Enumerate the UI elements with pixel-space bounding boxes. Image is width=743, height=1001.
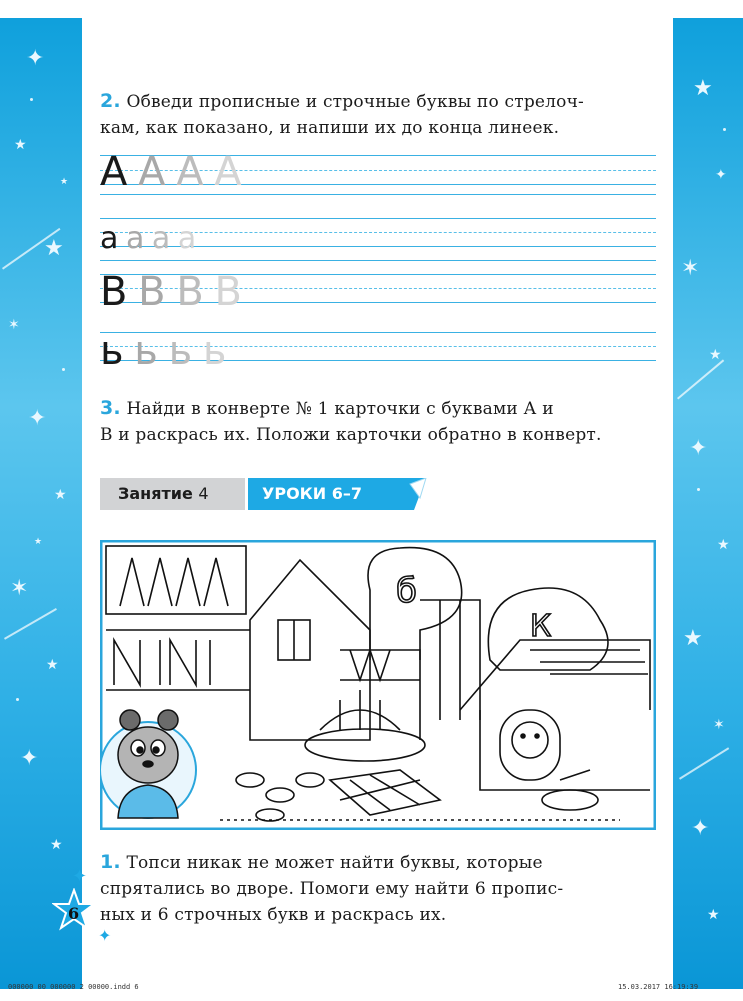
- sparkle-dot: [697, 488, 700, 491]
- task-3-text: [100, 395, 660, 448]
- star-icon: ✶: [10, 576, 29, 601]
- shooting-star-trail: [679, 747, 729, 779]
- page-number: 6: [68, 904, 80, 923]
- guide-letter: ь: [100, 328, 124, 374]
- task-2-text: [100, 88, 660, 141]
- star-icon: ★: [54, 487, 67, 503]
- task-text-line: Обведи прописные и строчные буквы по стрелоч-: [126, 92, 584, 112]
- trace-letter: В: [138, 269, 166, 315]
- shooting-star-trail: [4, 608, 57, 640]
- trace-letter: А: [176, 149, 204, 195]
- letter-row-a: [100, 221, 197, 256]
- ruled-line: [100, 260, 656, 261]
- trace-letter: а: [151, 221, 171, 256]
- star-icon: ✦: [98, 926, 112, 945]
- trace-letter: В: [214, 269, 242, 315]
- trace-letter: а: [125, 221, 145, 256]
- task-number: 1.: [100, 851, 121, 873]
- session-label: [100, 478, 245, 510]
- yard-illustration: [100, 540, 656, 830]
- star-icon: ✦: [689, 436, 708, 461]
- sparkle-dot: [723, 128, 726, 131]
- task-text-line: ных и 6 строчных букв и раскрась их.: [100, 905, 447, 925]
- star-icon: ★: [693, 76, 713, 101]
- lessons-label: [248, 478, 410, 510]
- task-number: 3.: [100, 397, 121, 419]
- sparkle-dot: [62, 368, 65, 371]
- task-text-line: кам, как показано, и напиши их до конца линеек.: [100, 118, 560, 138]
- sparkle-dot: [16, 698, 19, 701]
- star-icon: ★: [34, 537, 43, 547]
- sparkle-dot: [30, 98, 33, 101]
- footer-file: 000000 00 000000 2 00000.indd 6: [8, 983, 139, 991]
- star-icon: ✦: [72, 866, 88, 887]
- star-icon: ★: [50, 837, 63, 853]
- star-icon: ★: [60, 177, 69, 187]
- star-icon: ★: [44, 236, 64, 261]
- guide-letter: А: [100, 149, 128, 195]
- right-decorative-band: [673, 18, 743, 989]
- letter-row-B: [100, 269, 242, 315]
- star-icon: ✦: [691, 816, 710, 841]
- session-label-text: Занятие: [118, 484, 193, 503]
- star-icon: ✦: [715, 167, 727, 183]
- trace-letter: ь: [168, 328, 193, 374]
- star-icon: ✦: [26, 46, 45, 71]
- svg-text:К: К: [530, 609, 552, 644]
- star-icon: ✦: [20, 746, 39, 771]
- folded-corner-icon: [398, 478, 428, 510]
- star-icon: ★: [709, 347, 722, 363]
- star-icon: ✦: [28, 406, 47, 431]
- trace-letter: ь: [202, 328, 227, 374]
- letter-row-A: [100, 149, 242, 195]
- star-icon: ✶: [713, 717, 725, 733]
- lessons-text: УРОКИ 6–7: [262, 484, 362, 503]
- ruled-line: [100, 218, 656, 219]
- guide-letter: В: [100, 269, 128, 315]
- session-number: 4: [198, 484, 209, 503]
- task-text-line: В и раскрась их. Положи карточки обратно в конверт.: [100, 425, 602, 445]
- star-icon: ★: [717, 537, 730, 553]
- letter-row-soft-sign: [100, 328, 227, 374]
- trace-letter: А: [138, 149, 166, 195]
- trace-letter: ь: [134, 328, 158, 374]
- star-icon: ★: [683, 626, 703, 651]
- task-number: 2.: [100, 90, 121, 112]
- trace-letter: В: [176, 269, 204, 315]
- guide-letter: а: [100, 221, 119, 256]
- star-icon: ✶: [681, 256, 700, 281]
- svg-text:б: б: [396, 571, 417, 611]
- task-text-line: Топси никак не может найти буквы, которые: [126, 853, 543, 873]
- left-decorative-band: [0, 18, 82, 989]
- task-1-text: [100, 849, 660, 928]
- task-text-line: Найди в конверте № 1 карточки с буквами А и: [126, 399, 554, 419]
- star-icon: ★: [46, 657, 59, 673]
- star-icon: ★: [707, 907, 720, 923]
- task-text-line: спрятались во дворе. Помоги ему найти 6 пропис-: [100, 879, 564, 899]
- trace-letter: А: [214, 149, 242, 195]
- star-icon: ✶: [8, 317, 20, 333]
- star-icon: ★: [14, 137, 27, 153]
- footer-datetime: 15.03.2017 16:19:39: [618, 983, 699, 991]
- shooting-star-trail: [677, 359, 724, 399]
- trace-letter: а: [177, 221, 197, 256]
